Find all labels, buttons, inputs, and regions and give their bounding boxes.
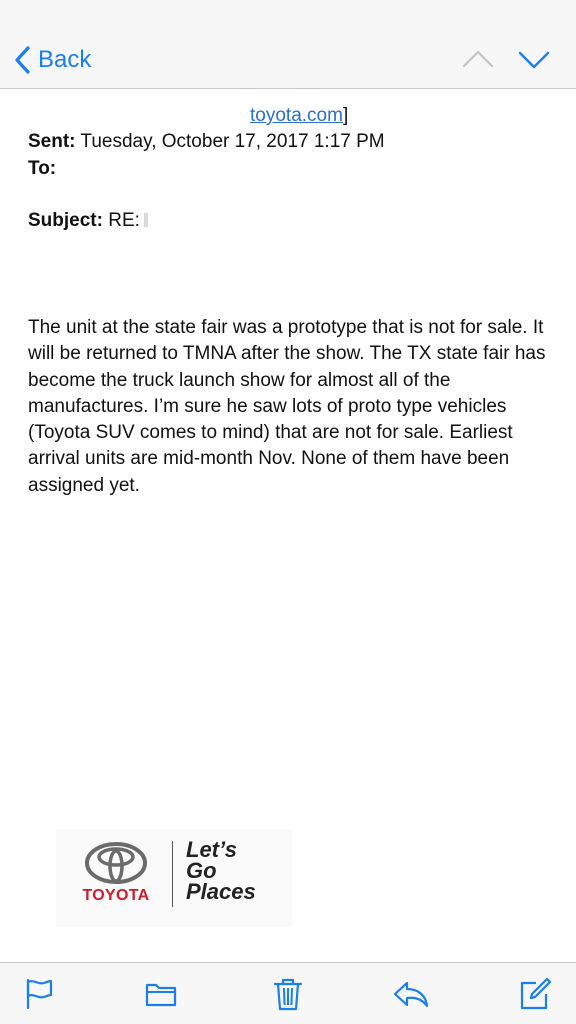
trash-button[interactable] — [271, 977, 305, 1011]
flag-button[interactable] — [22, 977, 56, 1011]
sent-line — [28, 131, 385, 153]
chevron-down-icon — [516, 44, 552, 76]
reply-icon — [392, 977, 430, 1011]
toyota-wordmark: TOYOTA — [82, 887, 150, 904]
toyota-emblem-icon — [84, 841, 148, 885]
signature-logo — [56, 829, 292, 927]
subject-label: Subject: — [28, 210, 103, 231]
redacted-area — [22, 89, 576, 103]
tagline-line-2: Go — [186, 858, 217, 883]
navigation-bar — [0, 32, 576, 89]
flag-icon — [22, 977, 56, 1011]
to-label: To: — [28, 158, 57, 179]
tagline-line-3: Places — [186, 879, 256, 904]
status-bar — [0, 0, 576, 32]
from-email-link[interactable]: toyota.com — [250, 105, 343, 126]
sent-label: Sent: — [28, 131, 76, 152]
previous-message-button[interactable] — [460, 44, 496, 76]
back-button[interactable] — [14, 42, 91, 78]
to-line — [28, 158, 56, 180]
reply-button[interactable] — [392, 977, 426, 1011]
subject-redaction — [144, 213, 148, 227]
move-to-folder-button[interactable] — [144, 977, 178, 1011]
subject-line — [28, 210, 148, 232]
tagline-line-1: Let’s — [186, 837, 237, 862]
compose-icon — [518, 977, 552, 1011]
sent-value: Tuesday, October 17, 2017 1:17 PM — [75, 131, 385, 152]
chevron-left-icon — [14, 46, 30, 74]
message-content — [0, 89, 576, 961]
from-suffix: ] — [342, 105, 349, 126]
folder-icon — [144, 977, 178, 1011]
next-message-button[interactable] — [516, 44, 552, 76]
back-label: Back — [38, 46, 92, 73]
message-body: The unit at the state fair was a prototype that is not for sale. It will be returned to TMNA after the show. The TX state fair has become the truck launch show for almost all of the manufactures. I’m sure he saw lots of proto type vehicles (Toyota SUV comes to mind) that are not for sale. Earliest arrival units are mid-month Nov. None of them have been assigned yet. — [28, 317, 546, 496]
bottom-toolbar — [0, 962, 576, 1024]
compose-button[interactable] — [518, 977, 552, 1011]
tagline — [186, 839, 256, 902]
subject-value: RE: — [102, 210, 140, 231]
chevron-up-icon — [460, 44, 496, 76]
from-line — [250, 105, 348, 127]
signature-divider — [172, 841, 173, 907]
trash-icon — [271, 977, 305, 1011]
